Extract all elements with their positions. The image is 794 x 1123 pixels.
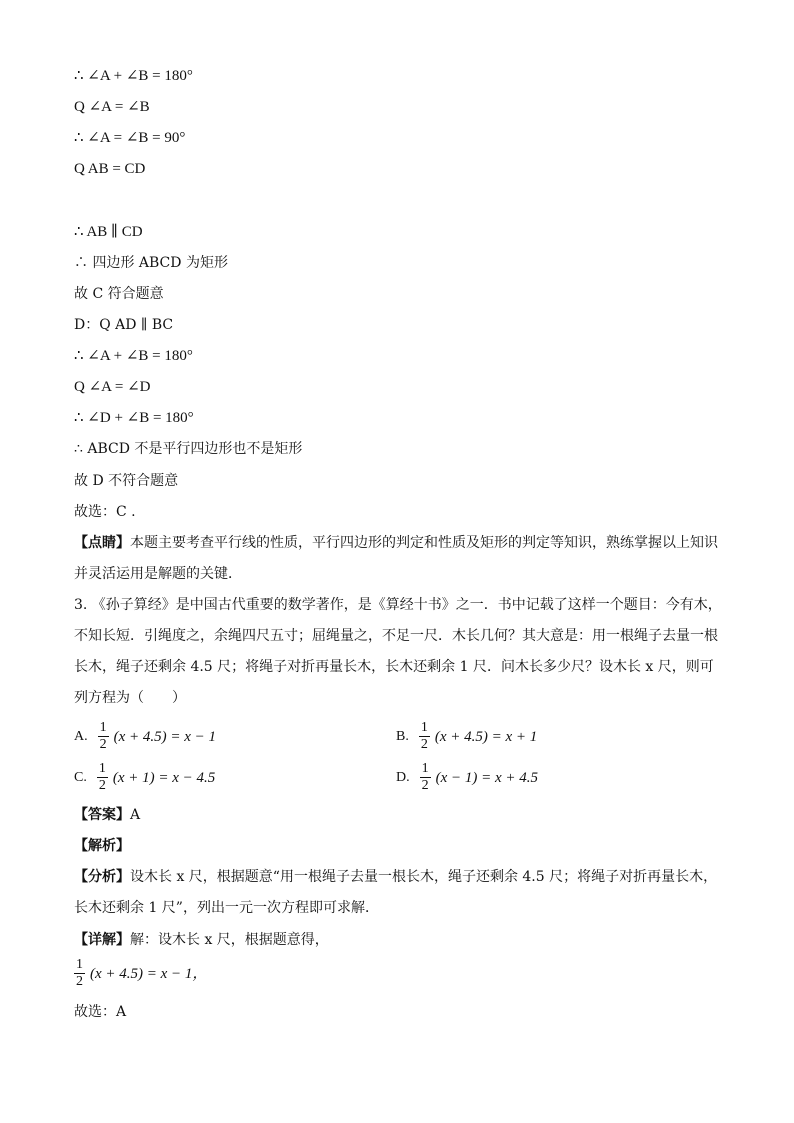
question-paragraph: 3. 《孙子算经》是中国古代重要的数学著作，是《算经十书》之一．书中记载了这样一个题目：今有木，不知长短．引绳度之，余绳四尺五寸；屈绳量之，不足一尺．木长几何？其大意是：用一根绳子去量一根长木，绳子还剩余 4.5 尺；将绳子对折再量长木，长木还剩余 1 尺．问木长多少尺？设木长 x 尺，则可列方程为（ ） — [74, 597, 722, 706]
answer-line — [74, 805, 140, 825]
detail-text: 解：设木长 x 尺，根据题意得， — [130, 932, 329, 948]
comment-paragraph — [74, 528, 724, 590]
solution-line: Q AB = CD — [74, 161, 146, 177]
fenxi-text: 设木长 x 尺，根据题意“用一根绳子去量一根长木，绳子还剩余 4.5 尺；将绳子对折再量长木，长木还剩余 1 尺”，列出一元一次方程即可求解． — [74, 869, 718, 916]
solution-line: ∴ ABCD 不是平行四边形也不是矩形 — [74, 441, 303, 457]
solution-line: ∴ ∠A = ∠B = 90° — [74, 130, 186, 146]
solution-line: ∴ ∠A + ∠B = 180° — [74, 68, 193, 84]
solution-line: Q ∠A = ∠D — [74, 379, 151, 395]
solution-line: ∴ AB ∥ CD — [74, 224, 143, 240]
comment-text: 本题主要考查平行线的性质，平行四边形的判定和性质及矩形的判定等知识，熟练掌握以上知识并灵活运用是解题的关键． — [74, 535, 718, 582]
final-answer-line: 故选：A — [74, 1004, 127, 1020]
analysis-heading: 【解析】 — [74, 838, 130, 854]
solution-line: 故 C 符合题意 — [74, 286, 164, 302]
option-b: B. $\frac{1}{2}$ (x + 4.5) = x + 1 — [396, 720, 538, 752]
fenxi-tag: 【分析】 — [74, 869, 130, 885]
solution-line: ∴ ∠A + ∠B = 180° — [74, 348, 193, 364]
option-c: C. $\frac{1}{2}$ (x + 1) = x − 4.5 — [74, 761, 216, 793]
detail-equation: $\frac{1}{2}$ (x + 4.5) = x − 1， — [76, 957, 208, 989]
solution-line: 故选：C . — [74, 504, 136, 520]
solution-line: 故 D 不符合题意 — [74, 473, 179, 489]
detail-tag: 【详解】 — [74, 932, 130, 948]
solution-line: D：Q AD ∥ BC — [74, 317, 174, 333]
analysis-paragraph — [74, 862, 724, 924]
detail-line — [74, 930, 329, 950]
option-a: A. $\frac{1}{2}$ (x + 4.5) = x − 1 — [74, 720, 217, 752]
answer-tag: 【答案】 — [74, 807, 130, 823]
comment-tag: 【点睛】 — [74, 535, 130, 551]
answer-value: A — [130, 807, 141, 823]
solution-line: ∴ 四边形 ABCD 为矩形 — [74, 255, 228, 271]
solution-line: ∴ ∠D + ∠B = 180° — [74, 410, 194, 426]
solution-line: Q ∠A = ∠B — [74, 99, 150, 115]
option-d: D. $\frac{1}{2}$ (x − 1) = x + 4.5 — [396, 761, 539, 793]
